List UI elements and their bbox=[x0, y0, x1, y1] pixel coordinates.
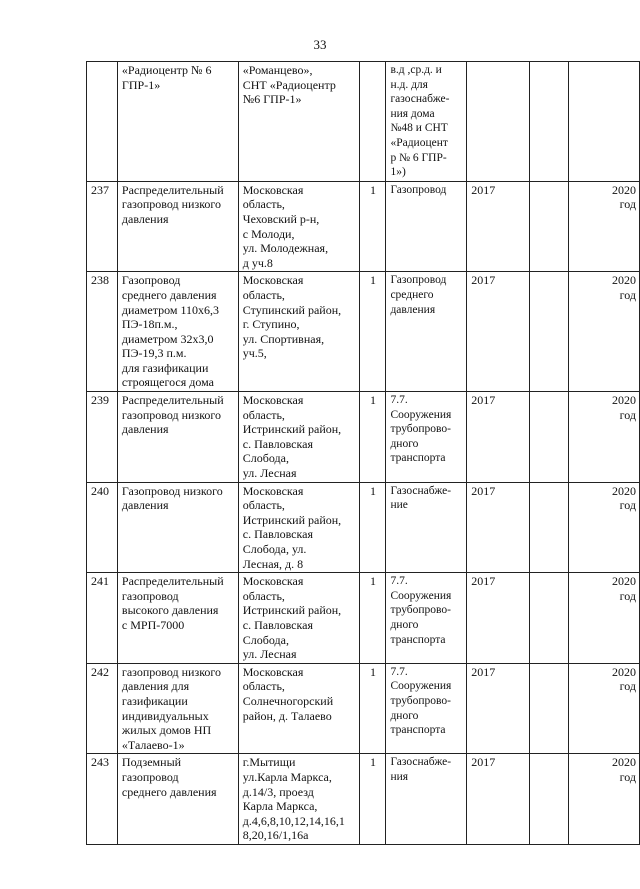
table-row bbox=[87, 482, 640, 573]
cell-empty bbox=[529, 181, 569, 272]
cell-address: Московская область, Истринский район, с. Павловская Слобода, ул. Лесная bbox=[238, 392, 359, 483]
cell-deadline: 2020 год bbox=[569, 392, 640, 483]
cell-year: 2017 bbox=[467, 573, 530, 664]
table-row bbox=[87, 181, 640, 272]
table-body bbox=[87, 62, 640, 845]
table-row bbox=[87, 272, 640, 392]
cell-number: 242 bbox=[87, 663, 118, 754]
cell-object-name: Подземный газопровод среднего давления bbox=[117, 754, 238, 845]
cell-quantity: 1 bbox=[359, 754, 386, 845]
cell-number: 241 bbox=[87, 573, 118, 664]
cell-deadline: 2020 год bbox=[569, 272, 640, 392]
cell-number bbox=[87, 62, 118, 182]
cell-year: 2017 bbox=[467, 181, 530, 272]
cell-quantity: 1 bbox=[359, 482, 386, 573]
cell-address: Московская область, Истринский район, с. Павловская Слобода, ул. Лесная bbox=[238, 573, 359, 664]
cell-type: Газоснабже- ния bbox=[386, 754, 467, 845]
cell-quantity: 1 bbox=[359, 392, 386, 483]
gas-pipeline-table bbox=[86, 61, 640, 845]
cell-quantity: 1 bbox=[359, 181, 386, 272]
cell-quantity: 1 bbox=[359, 272, 386, 392]
cell-number: 243 bbox=[87, 754, 118, 845]
cell-object-name: «Радиоцентр № 6 ГПР-1» bbox=[117, 62, 238, 182]
cell-object-name: Распределительный газопровод высокого давления с МРП-7000 bbox=[117, 573, 238, 664]
cell-deadline: 2020 год bbox=[569, 754, 640, 845]
cell-deadline: 2020 год bbox=[569, 482, 640, 573]
cell-object-name: Газопровод среднего давления диаметром 110х6,3 ПЭ-18п.м., диаметром 32х3,0 ПЭ-19,3 п.м. для газификации строящегося дома bbox=[117, 272, 238, 392]
page-number: 33 bbox=[313, 37, 327, 52]
cell-year bbox=[467, 62, 530, 182]
cell-object-name: Распределительный газопровод низкого давления bbox=[117, 181, 238, 272]
table-row bbox=[87, 754, 640, 845]
cell-address: Московская область, Ступинский район, г. Ступино, ул. Спортивная, уч.5, bbox=[238, 272, 359, 392]
table-row bbox=[87, 392, 640, 483]
cell-year: 2017 bbox=[467, 392, 530, 483]
table-row bbox=[87, 62, 640, 182]
cell-number: 237 bbox=[87, 181, 118, 272]
cell-quantity: 1 bbox=[359, 663, 386, 754]
cell-object-name: Распределительный газопровод низкого давления bbox=[117, 392, 238, 483]
cell-year: 2017 bbox=[467, 663, 530, 754]
cell-empty bbox=[529, 62, 569, 182]
cell-deadline: 2020 год bbox=[569, 573, 640, 664]
cell-object-name: Газопровод низкого давления bbox=[117, 482, 238, 573]
cell-type: Газопровод среднего давления bbox=[386, 272, 467, 392]
cell-year: 2017 bbox=[467, 272, 530, 392]
cell-year: 2017 bbox=[467, 754, 530, 845]
cell-type: в.д ,ср.д. и н.д. для газоснабже- ния дома №48 и СНТ «Радиоцент р № 6 ГПР- 1») bbox=[386, 62, 467, 182]
cell-empty bbox=[529, 754, 569, 845]
cell-year: 2017 bbox=[467, 482, 530, 573]
cell-deadline: 2020 год bbox=[569, 181, 640, 272]
cell-address: «Романцево», СНТ «Радиоцентр №6 ГПР-1» bbox=[238, 62, 359, 182]
cell-empty bbox=[529, 663, 569, 754]
cell-quantity: 1 bbox=[359, 573, 386, 664]
table-row bbox=[87, 663, 640, 754]
cell-type: Газопровод bbox=[386, 181, 467, 272]
cell-deadline bbox=[569, 62, 640, 182]
cell-number: 240 bbox=[87, 482, 118, 573]
cell-address: Московская область, Истринский район, с. Павловская Слобода, ул. Лесная, д. 8 bbox=[238, 482, 359, 573]
cell-type: Газоснабже- ние bbox=[386, 482, 467, 573]
cell-empty bbox=[529, 272, 569, 392]
table-row bbox=[87, 573, 640, 664]
cell-quantity bbox=[359, 62, 386, 182]
cell-number: 238 bbox=[87, 272, 118, 392]
cell-empty bbox=[529, 573, 569, 664]
cell-address: г.Мытищи ул.Карла Маркса, д.14/3, проезд Карла Маркса, д.4,6,8,10,12,14,16,1 8,20,16/1,16а bbox=[238, 754, 359, 845]
cell-deadline: 2020 год bbox=[569, 663, 640, 754]
cell-type: 7.7. Сооружения трубопрово- дного транспорта bbox=[386, 663, 467, 754]
cell-empty bbox=[529, 392, 569, 483]
cell-object-name: газопровод низкого давления для газификации индивидуальных жилых домов НП «Талаево-1» bbox=[117, 663, 238, 754]
cell-type: 7.7. Сооружения трубопрово- дного транспорта bbox=[386, 392, 467, 483]
cell-number: 239 bbox=[87, 392, 118, 483]
cell-address: Московская область, Чеховский р-н, с Молоди, ул. Молодежная, д уч.8 bbox=[238, 181, 359, 272]
cell-type: 7.7. Сооружения трубопрово- дного транспорта bbox=[386, 573, 467, 664]
cell-empty bbox=[529, 482, 569, 573]
cell-address: Московская область, Солнечногорский район, д. Талаево bbox=[238, 663, 359, 754]
